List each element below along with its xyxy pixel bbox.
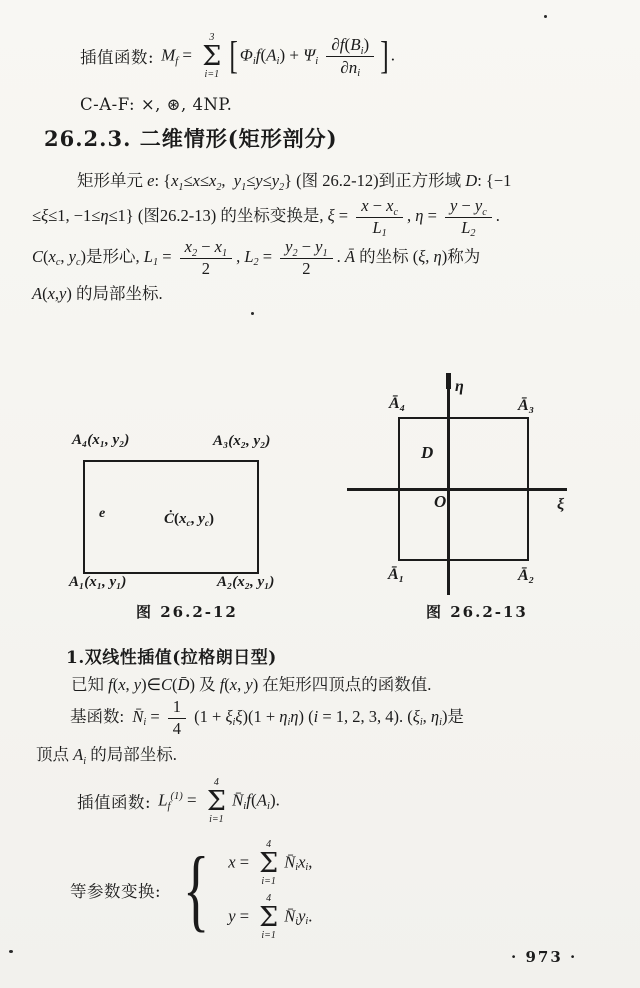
interp-function-formula: $M_f$ = 3 Σ i=1 [ $\Phi_if(A_i) + \Psi_i$ $\frac{\partial f(B_i)}{\partial n_i}$ ] . bbox=[161, 31, 395, 80]
top-interpolation-line bbox=[80, 28, 395, 84]
interp-function-label: 插值函数: bbox=[80, 48, 155, 67]
scan-speck bbox=[544, 15, 547, 18]
left-brace: { bbox=[182, 838, 210, 941]
body-line-2-text: ≤ξ≤1, −1≤η≤1} (图26.2-13) 的坐标变换是, ξ = $\frac{x - x_c}{L_1}$ , η = $\frac{y - y_c}{L_2}$ . bbox=[32, 196, 500, 240]
vertex-label-abar4: Ā₄ bbox=[389, 395, 406, 412]
caf-line bbox=[80, 93, 239, 115]
element-e-label: e bbox=[99, 506, 106, 521]
body-line-4-text: A(x,y) 的局部坐标. bbox=[32, 284, 163, 303]
figures-row bbox=[0, 370, 640, 636]
body-line-1 bbox=[77, 167, 511, 191]
figure-12-caption: 图 26.2-12 bbox=[136, 603, 238, 621]
bilinear-heading: 1.双线性插值(拉格朗日型) bbox=[66, 648, 277, 668]
equation-x: x = 4 Σ i=1 $N̄_ix_i$, bbox=[228, 838, 313, 887]
vertex-label-abar1: Ā₁ bbox=[388, 566, 405, 583]
eta-axis-arrow bbox=[446, 373, 451, 389]
body-line-1-text: 矩形单元 e: {$x_1\le x\le x_2$, $y_1\le y\le y_2$} (图 26.2-12)到正方形域 D: {−1 bbox=[77, 171, 512, 193]
vertex-label-a3: A₃(x₂, y₂) bbox=[213, 433, 271, 449]
isoparametric-equations bbox=[228, 840, 312, 941]
xi-axis-label: ξ bbox=[557, 496, 565, 513]
domain-d-label: D bbox=[421, 443, 434, 462]
equation-y: y = 4 Σ i=1 $N̄_iy_i$. bbox=[228, 892, 313, 941]
body-line-3 bbox=[32, 237, 480, 279]
basis-function-formula: 基函数: $N̄_i$ = $\frac{1}{4}$ $(1 + \xi_i\xi)(1 + \eta_i\eta)$ (i = 1, 2, 3, 4). ($\xi_i$, $\eta_i$)是 bbox=[70, 697, 464, 738]
body-line-2 bbox=[32, 196, 500, 238]
figure-13-caption: 图 26.2-13 bbox=[426, 603, 528, 621]
scan-speck bbox=[251, 312, 254, 315]
vertex-label-a2: A₂(x₂, y₁) bbox=[217, 574, 275, 590]
vertex-label-a1: A₁(x₁, y₁) bbox=[69, 574, 127, 590]
vertex-label-a4: A₄(x₁, y₂) bbox=[72, 432, 130, 448]
origin-label: O bbox=[434, 492, 447, 511]
lagrange-interp-formula: $L_f^{(1)}$ = 4 Σ i=1 $N̄_if(A_i)$. bbox=[158, 776, 280, 825]
interp-function-label-2: 插值函数: bbox=[77, 793, 152, 812]
section-heading: 26.2.3. 二维情形(矩形剖分) bbox=[44, 126, 338, 151]
page-number: · 973 · bbox=[511, 948, 578, 966]
unit-square bbox=[398, 417, 529, 561]
vertex-line bbox=[36, 741, 177, 765]
isoparametric-block bbox=[70, 836, 312, 944]
body-line-3-text: $C(x_c$, $y_c$)是形心, $L_1$ = $\frac{x_2 - x_1}{2}$ , $L_2$ = $\frac{y_2 - y_1}{2}$ . Ā 的坐标 (ξ, η)称为 bbox=[32, 237, 481, 278]
caf-text: C-A-F: ×, ⊛, 4NP. bbox=[80, 94, 233, 114]
basis-line bbox=[70, 698, 464, 738]
vertex-label-abar3: Ā₃ bbox=[518, 397, 535, 414]
known-line-text: 已知 f(x, y)∈C(D̄) 及 f(x, y) 在矩形四顶点的函数值. bbox=[71, 675, 432, 694]
body-line-4 bbox=[32, 280, 163, 304]
known-line bbox=[71, 671, 431, 695]
isoparametric-label: 等参数变换: bbox=[70, 882, 162, 901]
scan-speck bbox=[9, 950, 13, 953]
vertex-line-text: 顶点 $A_i$ 的局部坐标. bbox=[36, 745, 177, 767]
vertex-label-abar2: Ā₂ bbox=[518, 567, 535, 584]
centroid-label: $Ċ(x_c$, $y_c$) bbox=[164, 511, 214, 530]
eta-axis-label: η bbox=[455, 378, 464, 395]
interp-line-2 bbox=[77, 773, 280, 829]
